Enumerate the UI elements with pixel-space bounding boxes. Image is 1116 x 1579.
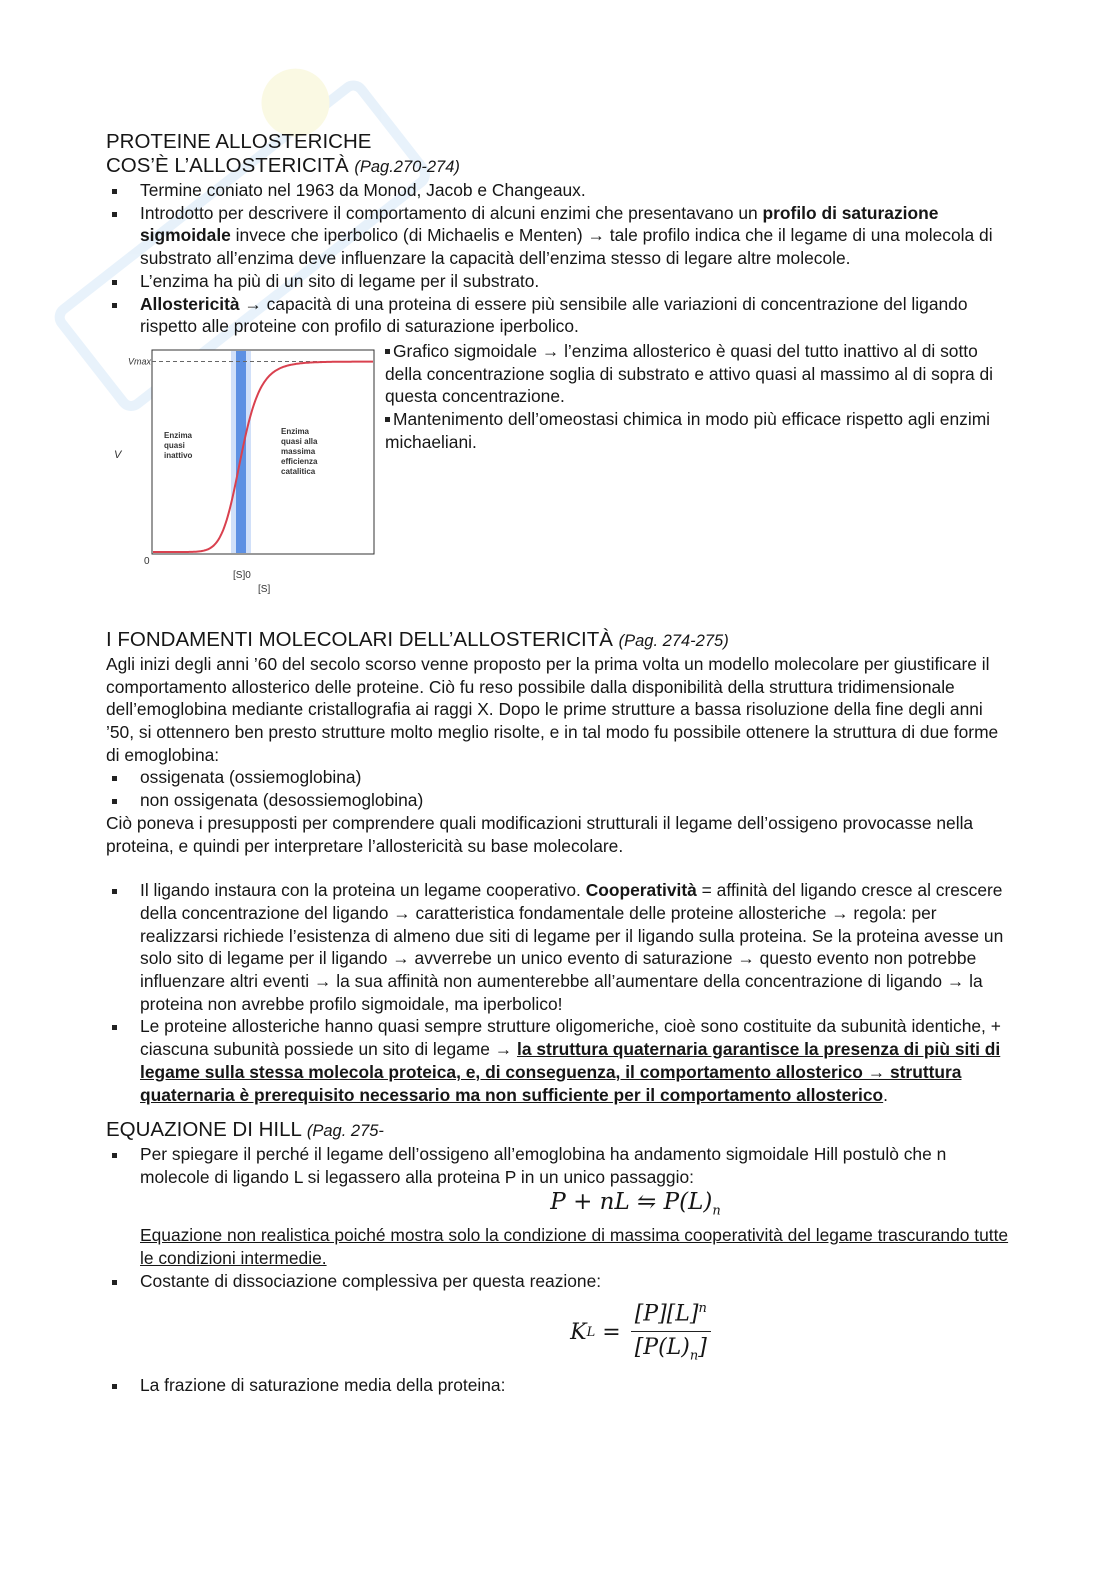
- caption-line: Grafico sigmoidale → l’enzima allosterico è quasi del tutto inattivo al di sotto della concentrazione soglia di substrato e attivo quasi al massimo al di sopra di questa concentrazione.: [385, 340, 994, 407]
- paragraph: Ciò poneva i presupposti per comprendere quali modificazioni strutturali il legame dell’ossigeno provocasse nella proteina, e quindi per interpretare l’allostericità su base molecolare.: [106, 812, 974, 856]
- annotation-line: Enzima: [281, 426, 310, 436]
- page-reference: (Pag. 275-: [306, 1122, 384, 1141]
- annotation-line: quasi alla: [281, 436, 318, 446]
- section-heading: I FONDAMENTI MOLECOLARI DELL’ALLOSTERICITÀ (Pag. 274-275): [106, 627, 729, 651]
- annotation-line: quasi: [164, 440, 185, 450]
- list-item: Per spiegare il perché il legame dell’ossigeno all’emoglobina ha andamento sigmoidale Hill postulò che n molecole di ligando L si legassero alla proteina P in un unico passaggio: P + nL ⇋ $P(L)_n$ Equazione non realistica poiché mostra solo la condizione di massima cooperatività del legame trascurando tutte le condizioni intermedie.: [106, 1143, 1011, 1269]
- dissociation-constant-equation: K L = $\frac{[P][L]^n}{[P(L)_n]}$: [140, 1296, 1011, 1370]
- document-page: [106, 130, 1011, 1397]
- list-item: La frazione di saturazione media della proteina:: [106, 1374, 1011, 1397]
- section-allostericity: [106, 130, 1011, 602]
- list-item: Il ligando instaura con la proteina un legame cooperativo. Cooperatività = affinità del ligando cresce al crescere della concentrazione del ligando → caratteristica fondamentale delle proteine allosteriche → regola: per realizzarsi richiede l’esistenza di almeno due siti di legame per il ligando sulla proteina. Se la proteina avesse un solo sito di legame per il ligando → avverrebe un unico evento di saturazione → questo evento non potrebbe influenzare altri eventi → la sua affinità non aumenterebbe all’aumentare della concentrazione di ligando → la proteina non avrebbe profilo sigmoidale, ma iperbolico!: [106, 879, 1011, 1015]
- annotation-line: inattivo: [164, 450, 193, 460]
- list-item: Termine coniato nel 1963 da Monod, Jacob e Changeaux.: [106, 179, 1011, 202]
- list-item: non ossigenata (desossiemoglobina): [106, 789, 1011, 812]
- page-reference: (Pag.270-274): [354, 158, 460, 176]
- section-heading: EQUAZIONE DI HILL (Pag. 275-: [106, 1118, 384, 1142]
- figure-row: [106, 340, 1011, 602]
- caption-line: Mantenimento dell’omeostasi chimica in modo più efficace rispetto agli enzimi michaeliani.: [385, 409, 991, 452]
- annotation-line: massima: [281, 446, 316, 456]
- bullet-list: [106, 1143, 1011, 1397]
- section-heading: COS’È L’ALLOSTERICITÀ (Pag.270-274): [106, 154, 460, 177]
- page-reference: (Pag. 274-275): [618, 631, 729, 650]
- list-item: L’enzima ha più di un sito di legame per il substrato.: [106, 270, 1011, 293]
- list-item: Le proteine allosteriche hanno quasi sempre strutture oligomeriche, cioè sono costituite da subunità identiche, + ciascuna subunità possiede un sito di legame → la struttura quaternaria garantisce la presenza di più siti di legame sulla stessa molecola proteica, e, di conseguenza, il comportamento allosterico → struttura quaternaria è prerequisito necessario ma non sufficiente per il comportamento allosterico.: [106, 1015, 1011, 1106]
- section-hill-equation: [106, 1118, 1011, 1397]
- section-molecular-foundations: [106, 628, 1011, 1106]
- annotation-line: catalitica: [281, 466, 316, 476]
- bullet-list: [106, 879, 1011, 1106]
- y-max-label: Vmax: [128, 356, 152, 367]
- hill-reaction-equation: P + nL ⇋ $P(L)_n$: [550, 1188, 721, 1219]
- sigmoidal-chart: [106, 340, 376, 602]
- list-item: ossigenata (ossiemoglobina): [106, 766, 1011, 789]
- paragraph: Agli inizi degli anni ’60 del secolo scorso venne proposto per la prima volta un modello molecolare per giustificare il comportamento allosterico delle proteine. Ciò fu reso possibile dalla disponibilità della struttura tridimensionale dell’emoglobina mediante cristallografia ai raggi X. Dopo le prime strutture a bassa risoluzione della fine degli anni ’50, si ottennero ben presto strutture molto meglio risolte, e in tal modo fu possibile ottenere la struttura di due forme di emoglobina:: [106, 653, 999, 765]
- y-axis-label: V: [114, 448, 122, 461]
- list-item: Allostericità → capacità di una proteina di essere più sensibile alle variazioni di concentrazione del ligando rispetto alle proteine con profilo di saturazione iperbolico.: [106, 293, 1011, 338]
- annotation-line: efficienza: [281, 456, 318, 466]
- figure-caption: [385, 340, 1010, 602]
- document-title: PROTEINE ALLOSTERICHE: [106, 130, 372, 153]
- list-item: Introdotto per descrivere il comportamento di alcuni enzimi che presentavano un profilo di saturazione sigmoidale invece che iperbolico (di Michaelis e Menten) → tale profilo indica che il legame di una molecola di substrato all’enzima deve influenzare la capacità dell’enzima stesso di legare altre molecole.: [106, 202, 1011, 270]
- annotation-line: Enzima: [164, 430, 193, 440]
- list-item: Costante di dissociazione complessiva per questa reazione: K L = $\frac{[P][L]^n}{[P(L)_n]}$: [106, 1270, 1011, 1370]
- x-axis-label: [S]: [258, 583, 271, 595]
- threshold-label: [S]0: [233, 569, 251, 581]
- bullet-list: [106, 766, 1011, 811]
- equation-note: Equazione non realistica poiché mostra solo la condizione di massima cooperatività del legame trascurando tutte le condizioni intermedie.: [140, 1225, 1009, 1268]
- origin-label: 0: [144, 555, 150, 567]
- bullet-list: [106, 179, 1011, 338]
